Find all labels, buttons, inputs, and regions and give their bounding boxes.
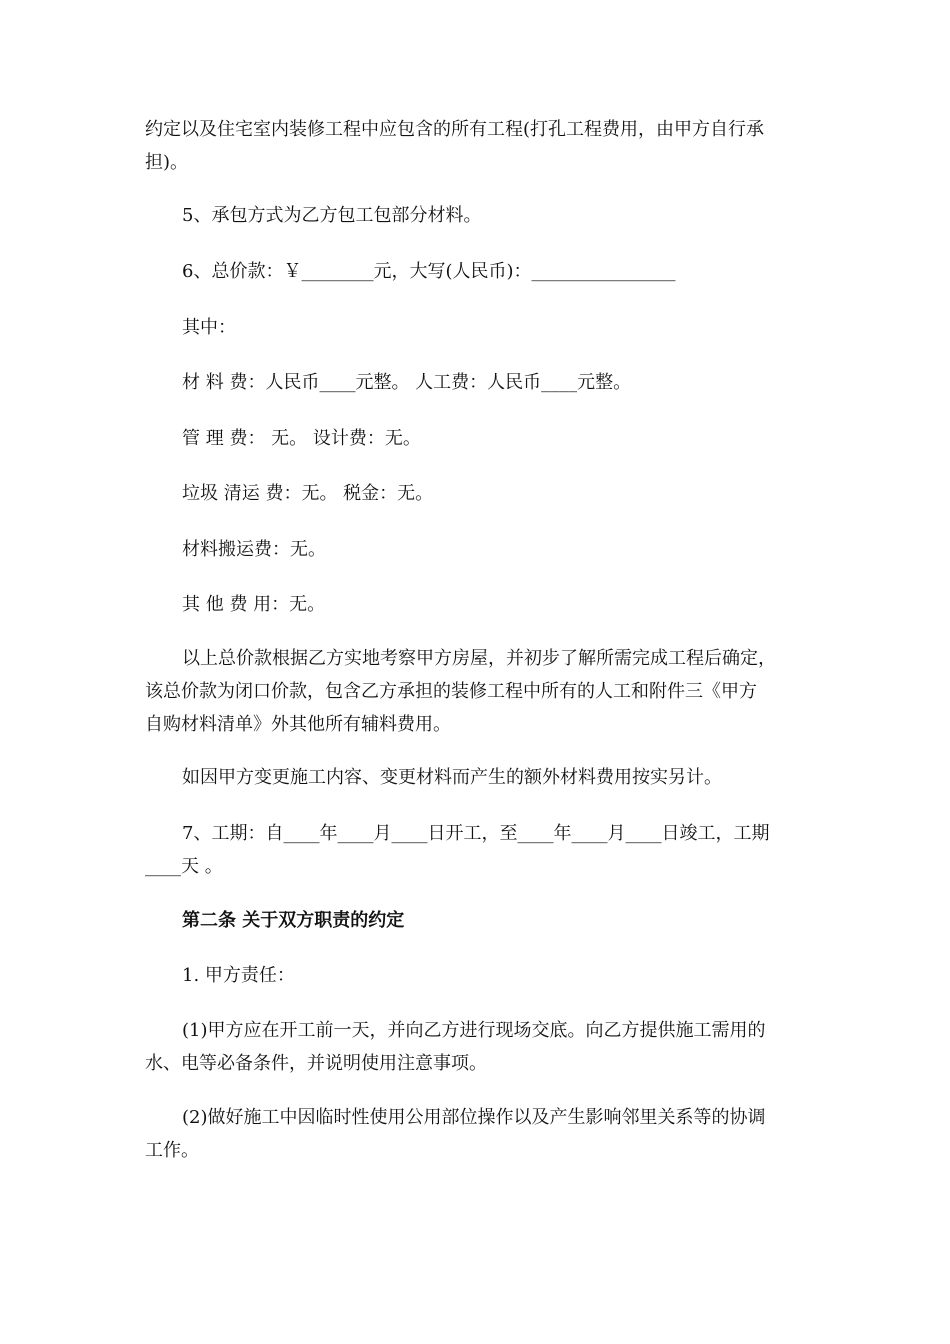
- text-line: 工作。: [145, 1140, 199, 1161]
- text-line: 5、承包方式为乙方包工包部分材料。: [182, 205, 482, 226]
- text-line: 水、电等必备条件，并说明使用注意事项。: [145, 1053, 487, 1074]
- text-line: 垃圾 清运 费：无。 税金：无。: [182, 483, 434, 504]
- text-line: 以上总价款根据乙方实地考察甲方房屋，并初步了解所需完成工程后确定，: [182, 648, 776, 669]
- text-line: 如因甲方变更施工内容、变更材料而产生的额外材料费用按实另计。: [182, 767, 722, 788]
- text-line: 6、总价款：￥________元，大写(人民币)：________________: [182, 261, 676, 282]
- text-line: (2)做好施工中因临时性使用公用部位操作以及产生影响邻里关系等的协调: [182, 1107, 766, 1128]
- text-line: 约定以及住宅室内装修工程中应包含的所有工程(打孔工程费用，由甲方自行承: [145, 119, 765, 140]
- text-line: 其中：: [182, 317, 236, 338]
- text-line: 自购材料清单》外其他所有辅料费用。: [145, 714, 451, 735]
- text-line: 材料搬运费：无。: [182, 539, 326, 560]
- text-line: 7、工期：自____年____月____日开工，至____年____月____日竣工，工期: [182, 823, 770, 844]
- section-heading: 第二条 关于双方职责的约定: [182, 910, 405, 931]
- text-line: 1. 甲方责任：: [182, 965, 295, 986]
- text-line: (1)甲方应在开工前一天，并向乙方进行现场交底。向乙方提供施工需用的: [182, 1020, 766, 1041]
- text-line: 管 理 费： 无。 设计费：无。: [182, 428, 421, 449]
- text-line: 该总价款为闭口价款，包含乙方承担的装修工程中所有的人工和附件三《甲方: [145, 681, 757, 702]
- text-line: 其 他 费 用：无。: [182, 594, 326, 615]
- text-line: 材 料 费：人民币____元整。 人工费：人民币____元整。: [182, 372, 632, 393]
- text-line: 担)。: [145, 152, 189, 173]
- text-line: ____天 。: [145, 856, 223, 877]
